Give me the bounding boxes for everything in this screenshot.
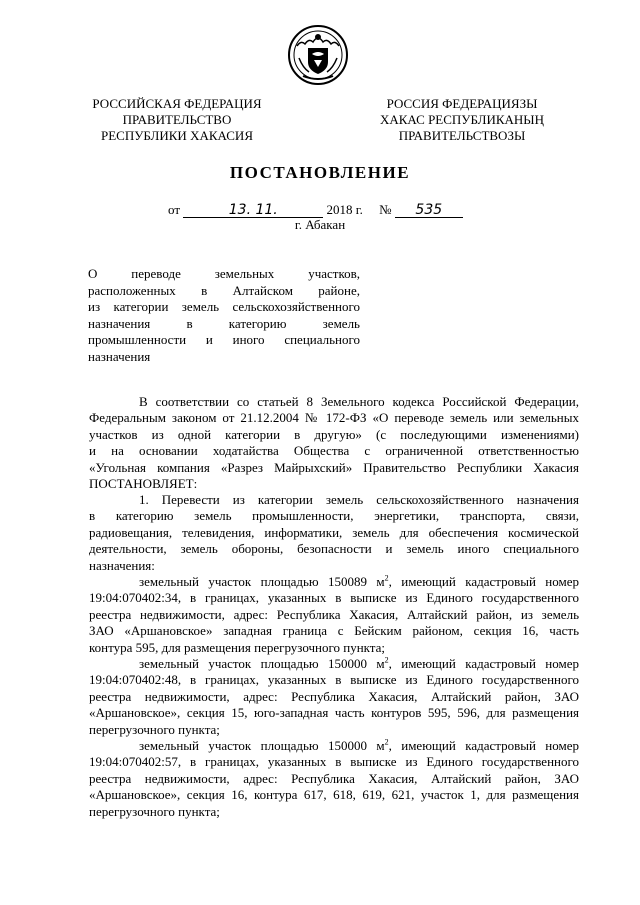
parcel-3-line: 19:04:070402:57, в границах, указанных в выписке из Единого государственного — [89, 754, 579, 770]
header-left-line: ПРАВИТЕЛЬСТВО — [122, 112, 232, 127]
header-left-line: РОССИЙСКАЯ ФЕДЕРАЦИЯ — [92, 96, 262, 111]
date-line — [168, 202, 463, 218]
parcel-3-line: перегрузочного пункта; — [89, 803, 220, 819]
item-1-line: деятельности, земель обороны, безопасности и земель иного специального — [89, 541, 579, 557]
handwritten-number: 535 — [415, 202, 443, 218]
preamble-line: и на основании ходатайства Общества с ограниченной ответственностью — [89, 443, 579, 459]
date-prefix: от — [168, 202, 181, 217]
date-field — [183, 203, 323, 218]
header-left — [72, 96, 282, 144]
subject-block — [88, 266, 360, 365]
document-title: ПОСТАНОВЛЕНИЕ — [229, 163, 411, 182]
superscript: 2 — [384, 573, 389, 583]
header-right-line: ПРАВИТЕЛЬСТВОЗЫ — [398, 128, 526, 143]
header-right — [352, 96, 572, 144]
subject-line: назначения в категорию земель — [88, 315, 360, 331]
parcel-2-line: 19:04:070402:48, в границах, указанных в выписке из Единого государственного — [89, 672, 579, 688]
preamble — [89, 394, 579, 492]
parcel-1-line: контура 595, для размещения перегрузочного пункта; — [89, 639, 386, 655]
parcel-2-line: реестра недвижимости, адрес: Республика Хакасия, Алтайский район, ЗАО — [89, 688, 579, 704]
parcel-2-line: «Аршановское», секция 15, юго-западная часть контуров 595, 596, для размещения — [89, 705, 579, 721]
subject-line: назначения — [88, 348, 151, 364]
header-right-line: РОССИЯ ФЕДЕРАЦИЯЗЫ — [386, 96, 538, 111]
parcel-2 — [89, 656, 579, 738]
parcel-1 — [89, 574, 579, 656]
item-1-line: назначения: — [89, 557, 155, 573]
number-field — [395, 203, 463, 218]
header-left-line: РЕСПУБЛИКИ ХАКАСИЯ — [100, 128, 253, 143]
subject-line: из категории земель сельскохозяйственного — [88, 299, 360, 314]
parcel-1-line: ЗАО «Аршановское» западная граница с Бейским районом, секция 16, часть — [89, 623, 579, 639]
preamble-line: В соответствии со статьей 8 Земельного кодекса Российской Федерации, — [139, 394, 579, 409]
superscript: 2 — [384, 737, 389, 747]
subject-line: расположенных в Алтайском районе, — [88, 282, 360, 298]
preamble-line: Федеральным законом от 21.12.2004 № 172-ФЗ «О переводе земель или земельных — [89, 410, 579, 426]
preamble-line: «Угольная компания «Разрез Майрыхский» Правительство Республики Хакасия — [89, 459, 579, 475]
city: г. Абакан — [294, 217, 346, 232]
parcel-1-line: земельный участок площадью 150089 $м^2$, имеющий кадастровый номер — [139, 573, 580, 589]
item-1-line: 1. Перевести из категории земель сельскохозяйственного назначения — [139, 492, 579, 507]
parcel-3-line: земельный участок площадью 150000 $м^2$, имеющий кадастровый номер — [139, 737, 580, 753]
parcel-3 — [89, 738, 579, 820]
number-sign: № — [379, 202, 392, 217]
parcel-2-line: земельный участок площадью 150000 $м^2$, имеющий кадастровый номер — [139, 655, 580, 671]
item-1 — [89, 492, 579, 574]
parcel-1-line: реестра недвижимости, адрес: Республика Хакасия, Алтайский район, из земель — [89, 606, 579, 622]
item-1-line: в категорию земель промышленности, энергетики, транспорта, связи, — [89, 508, 579, 524]
item-1-line: радиовещания, телевидения, информатики, земель для обеспечения космической — [89, 524, 579, 540]
header-right-line: ХАКАС РЕСПУБЛИКАНЫҢ — [379, 112, 545, 127]
parcel-2-line: перегрузочного пункта; — [89, 721, 220, 737]
date-year: 2018 г. — [326, 202, 363, 217]
parcel-3-line: «Аршановское», секция 16, контура 617, 618, 619, 621, участок 1, для размещения — [89, 787, 579, 803]
subject-line: промышленности и иного специального — [88, 332, 360, 347]
handwritten-date: 13. 11. — [228, 202, 278, 218]
parcel-1-line: 19:04:070402:34, в границах, указанных в выписке из Единого государственного — [89, 590, 579, 606]
parcel-3-line: реестра недвижимости, адрес: Республика Хакасия, Алтайский район, ЗАО — [89, 770, 579, 786]
coat-of-arms-icon — [287, 24, 349, 86]
preamble-line: ПОСТАНОВЛЯЕТ: — [89, 475, 198, 491]
preamble-line: участков из одной категории в другую» (с последующими изменениями) — [89, 426, 579, 442]
superscript: 2 — [384, 655, 389, 665]
subject-line: О переводе земельных участков, — [88, 266, 360, 281]
